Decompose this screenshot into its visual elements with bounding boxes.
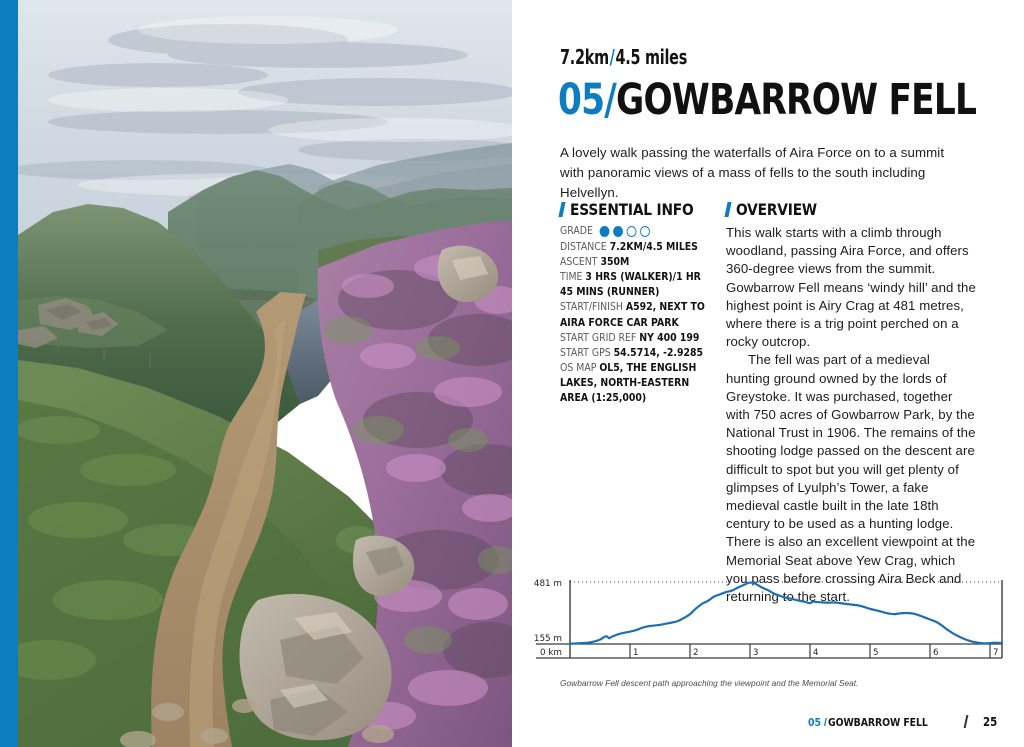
grade-dot-empty <box>626 226 636 237</box>
chart-x-tick-label: 6 <box>933 648 939 658</box>
grade-dots <box>599 226 649 237</box>
page-title <box>558 75 977 125</box>
chart-x-tick-label: 7 <box>993 648 999 658</box>
distance-separator: / <box>609 45 615 69</box>
overview-paragraph: This walk starts with a climb through woodland, passing Aira Force, and offers 360-degree views from the summit. Gowbarrow Fell means ‘windy hill’ and the highest point is Airy Crag at 481 metres, where there is a trig point perched on a rocky outcrop. <box>726 225 976 350</box>
info-row <box>560 240 709 255</box>
title-slash: / <box>604 75 617 125</box>
info-row-label: ASCENT <box>560 256 601 269</box>
info-row-label: TIME <box>560 271 586 284</box>
info-row-label: DISTANCE <box>560 241 610 254</box>
elevation-profile-chart <box>528 574 1008 670</box>
elevation-line <box>570 583 1002 644</box>
slash-accent-icon <box>724 202 731 217</box>
chart-x-tick-label: 4 <box>813 648 819 658</box>
info-row <box>560 346 709 361</box>
chart-y-bottom-label: 155 m <box>533 634 562 644</box>
chart-x-tick-label: 2 <box>693 648 699 658</box>
footer-walk-name: GOWBARROW FELL <box>827 716 928 729</box>
walk-title-text: GOWBARROW FELL <box>616 75 977 125</box>
info-row-label: START GRID REF <box>560 331 640 344</box>
info-row-value: NY 400 199 <box>639 331 700 344</box>
info-row-value: OL5, THE ENGLISH LAKES, NORTH-EASTERN AREA (1:25,000) <box>560 361 697 405</box>
info-row <box>560 331 709 346</box>
overview-heading <box>726 200 976 219</box>
grade-dot-empty <box>640 226 650 237</box>
intro-paragraph: A lovely walk passing the waterfalls of Aira Force on to a summit with panoramic views of a mass of fells to the south including Helvellyn. <box>560 145 945 200</box>
info-row-label: START/FINISH <box>560 301 626 314</box>
page-footer <box>808 713 1000 729</box>
grade-dot-filled <box>599 226 609 237</box>
info-row-value: 7.2KM/4.5 MILES <box>609 241 698 254</box>
photo-illustration <box>18 0 512 747</box>
distance-miles: 4.5 miles <box>615 45 688 69</box>
chart-y-top-label: 481 m <box>533 579 562 589</box>
essential-info-section <box>560 200 710 406</box>
slash-accent-icon <box>558 202 565 217</box>
overview-section <box>726 200 976 606</box>
info-row-value: 350M <box>600 256 630 269</box>
grade-row <box>560 224 709 239</box>
text-column <box>512 0 1024 747</box>
chart-origin-label: 0 km <box>539 648 562 658</box>
walk-number: 05 <box>558 75 605 125</box>
distance-subhead <box>560 45 687 69</box>
elevation-svg <box>528 574 1008 670</box>
essential-info-list <box>560 224 710 406</box>
footer-slash: / <box>823 717 827 729</box>
chart-x-tick-label: 3 <box>753 648 759 658</box>
info-row <box>560 300 709 330</box>
grade-label: GRADE <box>560 225 593 237</box>
essential-info-heading <box>560 200 710 219</box>
essential-info-inner <box>560 224 709 406</box>
info-row <box>560 270 709 300</box>
info-row <box>560 361 709 406</box>
info-rows <box>560 240 709 406</box>
chart-x-tick-label: 1 <box>633 648 639 658</box>
distance-km: 7.2km <box>560 45 609 69</box>
overview-body <box>726 224 976 606</box>
info-row-value: A592, NEXT TO AIRA FORCE CAR PARK <box>560 301 705 329</box>
photo-caption: Gowbarrow Fell descent path approaching the viewpoint and the Memorial Seat. <box>560 678 859 688</box>
footer-page-number: 25 <box>983 715 998 729</box>
info-row-value: 3 HRS (WALKER)/1 HR 45 MINS (RUNNER) <box>560 271 701 299</box>
grade-dot-filled <box>613 226 623 237</box>
footer-divider-icon <box>964 715 969 728</box>
info-row-label: OS MAP <box>560 361 600 374</box>
chart-x-tick-label: 5 <box>873 648 879 658</box>
info-row-value: 54.5714, -2.9285 <box>613 346 704 359</box>
info-row-label: START GPS <box>560 346 614 359</box>
essential-info-heading-text: ESSENTIAL INFO <box>570 200 694 219</box>
overview-heading-text: OVERVIEW <box>736 200 817 219</box>
overview-paragraph: The fell was part of a medieval hunting ground owned by the lords of Greystoke. It was purchased, together with 750 acres of Gowbarrow Park, by the National Trust in 1906. The remains of the shooting lodge passed on the descent are difficult to spot but you will get plenty of glimpses of Lyulph’s Tower, a fake medieval castle built in the late 18th century to be used as a hunting lodge. There is also an excellent viewpoint at the Memorial Seat above Yew Crag, which you pass before crossing Aira Beck and returning to the start. <box>726 352 976 605</box>
info-row <box>560 255 709 270</box>
footer-walk-number: 05 <box>807 716 821 729</box>
page-spine-bar <box>0 0 18 747</box>
hero-photograph <box>18 0 512 747</box>
